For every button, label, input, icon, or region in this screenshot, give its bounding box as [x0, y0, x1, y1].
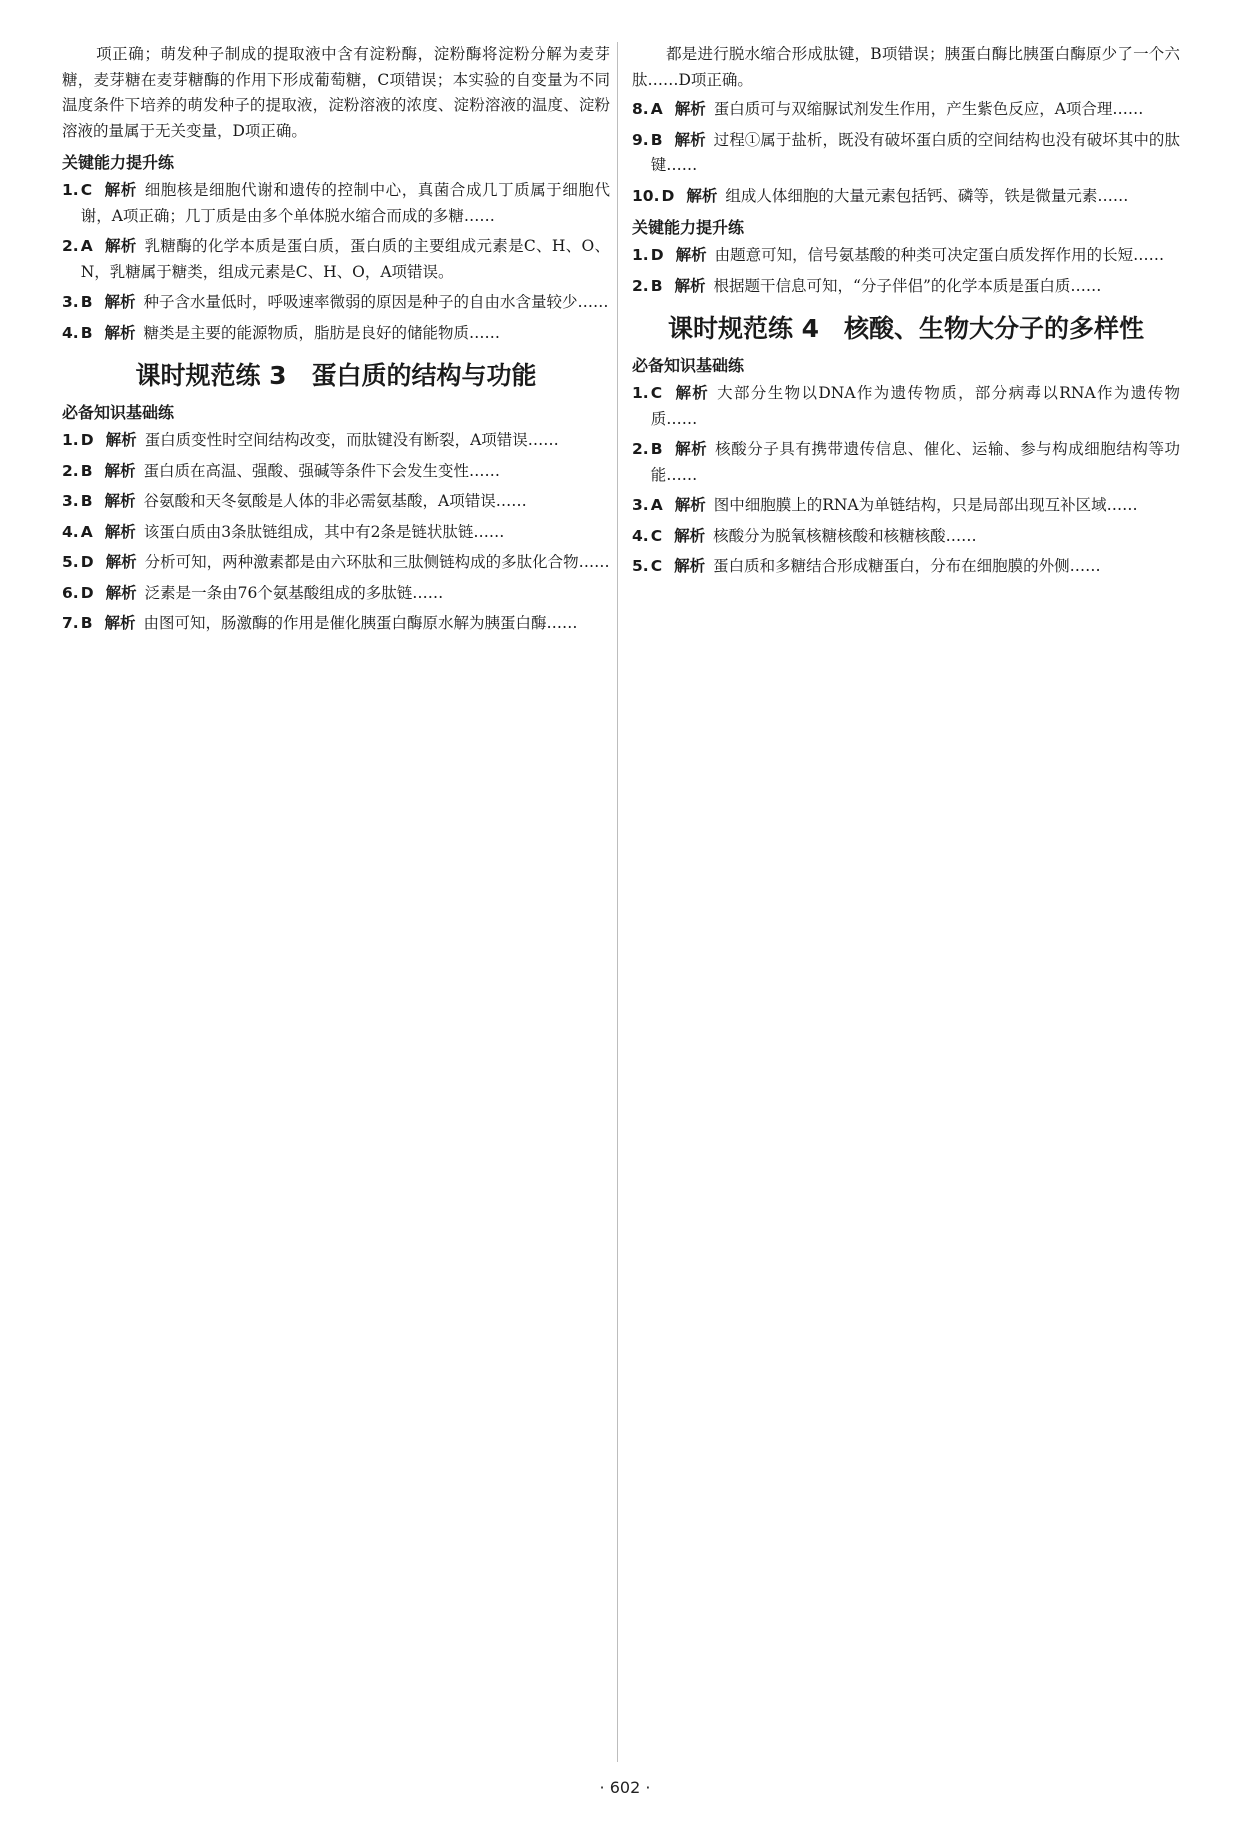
answer-letter: B: [80, 293, 93, 311]
answer-item: [62, 321, 610, 347]
analysis-label: 解析: [104, 614, 136, 632]
item-number: 8.: [632, 100, 649, 118]
item-number: 2.: [632, 440, 649, 458]
left-subheading-ability: 关键能力提升练: [62, 153, 175, 172]
analysis-label: 解析: [674, 440, 708, 458]
answer-item: [62, 428, 610, 454]
analysis-text: 泛素是一条由76个氨基酸组成的多肽链……: [144, 583, 444, 602]
item-number: 7.: [62, 614, 79, 632]
analysis-text: 由图可知，肠激酶的作用是催化胰蛋白酶原水解为胰蛋白酶……: [143, 614, 578, 632]
item-number: 4.: [62, 323, 79, 342]
answer-item: [62, 290, 610, 316]
item-number: 2.: [62, 237, 79, 255]
analysis-label: 解析: [674, 276, 706, 295]
item-number: 10.: [632, 186, 660, 205]
section-title-lesson-3: 课时规范练 3 蛋白质的结构与功能: [135, 361, 537, 390]
answer-item: [62, 489, 610, 515]
analysis-label: 解析: [674, 496, 706, 514]
analysis-label: 解析: [104, 522, 136, 541]
answer-letter: A: [650, 100, 663, 118]
answer-letter: A: [80, 522, 93, 541]
answer-letter: C: [650, 384, 663, 402]
answer-letter: B: [80, 461, 93, 480]
answer-letter: C: [650, 526, 663, 545]
analysis-label: 解析: [104, 181, 137, 199]
answer-letter: A: [650, 496, 663, 514]
answer-letter: D: [80, 431, 94, 449]
right-items-list: [632, 97, 1180, 209]
analysis-text: 蛋白质和多糖结合形成糖蛋白，分布在细胞膜的外侧……: [713, 557, 1101, 575]
analysis-text: 大部分生物以DNA作为遗传物质，部分病毒以RNA作为遗传物质……: [650, 384, 1180, 428]
analysis-label: 解析: [104, 323, 136, 342]
analysis-text: 该蛋白质由3条肽链组成，其中有2条是链状肽链……: [143, 522, 505, 541]
analysis-label: 解析: [104, 461, 136, 480]
item-number: 4.: [62, 522, 79, 541]
analysis-label: 解析: [686, 186, 718, 205]
left-continuation: 项正确；萌发种子制成的提取液中含有淀粉酶，淀粉酶将淀粉分解为麦芽糖，麦芽糖在麦芽糖酶的作用下形成葡萄糖，C项错误；本实验的自变量为不同温度条件下培养的萌发种子的提取液，淀粉溶液的浓度、淀粉溶液的温度、淀粉溶液的量属于无关变量，D项正确。: [62, 45, 610, 140]
answer-item: [62, 178, 610, 229]
answer-letter: D: [80, 583, 94, 602]
answer-item: [632, 524, 1180, 550]
answer-item: [632, 128, 1180, 179]
item-number: 2.: [632, 276, 649, 295]
analysis-text: 核酸分子具有携带遗传信息、催化、运输、参与构成细胞结构等功能……: [650, 440, 1180, 484]
answer-item: [62, 611, 610, 637]
answer-item: [62, 234, 610, 285]
answer-letter: D: [80, 553, 94, 571]
left-subheading-basic: 必备知识基础练: [62, 403, 175, 422]
analysis-label: 解析: [104, 492, 136, 510]
analysis-label: 解析: [674, 384, 710, 402]
analysis-label: 解析: [674, 526, 706, 545]
right-continuation: 都是进行脱水缩合形成肽键，B项错误；胰蛋白酶比胰蛋白酶原少了一个六肽……D项正确。: [632, 45, 1180, 89]
right-ability-list: [632, 243, 1180, 299]
analysis-text: 蛋白质可与双缩脲试剂发生作用，产生紫色反应，A项合理……: [713, 100, 1144, 118]
answer-letter: D: [650, 246, 664, 264]
analysis-label: 解析: [105, 583, 137, 602]
analysis-label: 解析: [674, 130, 706, 149]
item-number: 3.: [62, 293, 79, 311]
analysis-label: 解析: [105, 553, 137, 571]
answer-letter: B: [80, 492, 93, 510]
analysis-label: 解析: [674, 557, 706, 575]
left-ability-list: [62, 178, 610, 346]
item-number: 1.: [632, 384, 649, 402]
item-number: 2.: [62, 461, 79, 480]
answer-letter: B: [80, 323, 93, 342]
answer-item: [632, 437, 1180, 488]
item-number: 5.: [62, 553, 79, 571]
analysis-text: 糖类是主要的能源物质，脂肪是良好的储能物质……: [143, 323, 501, 342]
analysis-text: 过程①属于盐析，既没有破坏蛋白质的空间结构也没有破坏其中的肽键……: [650, 130, 1180, 174]
item-number: 6.: [62, 583, 79, 602]
answer-item: [62, 581, 610, 607]
answer-letter: B: [650, 130, 663, 149]
answer-item: [62, 459, 610, 485]
analysis-label: 解析: [104, 293, 136, 311]
item-number: 1.: [62, 181, 79, 199]
analysis-text: 蛋白质变性时空间结构改变，而肽键没有断裂，A项错误……: [144, 431, 559, 449]
analysis-text: 种子含水量低时，呼吸速率微弱的原因是种子的自由水含量较少……: [143, 293, 609, 311]
answer-item: [632, 184, 1180, 210]
answer-item: [62, 520, 610, 546]
answer-letter: B: [650, 440, 663, 458]
analysis-text: 细胞核是细胞代谢和遗传的控制中心，真菌合成几丁质属于细胞代谢，A项正确；几丁质是由多个单体脱水缩合而成的多糖……: [80, 181, 610, 225]
item-number: 3.: [632, 496, 649, 514]
item-number: 5.: [632, 557, 649, 575]
analysis-text: 由题意可知，信号氨基酸的种类可决定蛋白质发挥作用的长短……: [714, 246, 1165, 264]
answer-letter: B: [650, 276, 663, 295]
analysis-text: 组成人体细胞的大量元素包括钙、磷等，铁是微量元素……: [725, 186, 1129, 205]
answer-item: [632, 97, 1180, 123]
analysis-text: 谷氨酸和天冬氨酸是人体的非必需氨基酸，A项错误……: [143, 492, 527, 510]
answer-item: [632, 493, 1180, 519]
analysis-label: 解析: [674, 100, 706, 118]
analysis-text: 根据题干信息可知，“分子伴侣”的化学本质是蛋白质……: [713, 276, 1102, 295]
answer-letter: C: [80, 181, 93, 199]
item-number: 1.: [62, 431, 79, 449]
analysis-label: 解析: [105, 431, 137, 449]
answer-item: [62, 550, 610, 576]
analysis-text: 图中细胞膜上的RNA为单链结构，只是局部出现互补区域……: [713, 496, 1138, 514]
analysis-label: 解析: [104, 237, 137, 255]
item-number: 4.: [632, 526, 649, 545]
right-subheading-basic: 必备知识基础练: [632, 356, 745, 375]
analysis-text: 乳糖酶的化学本质是蛋白质，蛋白质的主要组成元素是C、H、O、N，乳糖属于糖类，组成元素是C、H、O，A项错误。: [80, 237, 610, 281]
item-number: 3.: [62, 492, 79, 510]
left-basic-list: [62, 428, 610, 637]
answer-item: [632, 554, 1180, 580]
answer-letter: D: [661, 186, 675, 205]
right-subheading-ability: 关键能力提升练: [632, 218, 745, 237]
section-title-lesson-4: 课时规范练 4 核酸、生物大分子的多样性: [667, 314, 1145, 343]
page-number: · 602 ·: [599, 1778, 651, 1797]
answer-item: [632, 381, 1180, 432]
right-column: [632, 42, 1180, 585]
answer-item: [632, 243, 1180, 269]
answer-letter: C: [650, 557, 663, 575]
answer-letter: B: [80, 614, 93, 632]
left-column: [62, 42, 610, 642]
item-number: 1.: [632, 246, 649, 264]
item-number: 9.: [632, 130, 649, 149]
analysis-text: 核酸分为脱氧核糖核酸和核糖核酸……: [713, 526, 977, 545]
analysis-text: 蛋白质在高温、强酸、强碱等条件下会发生变性……: [143, 461, 501, 480]
column-divider: [617, 42, 618, 1762]
right-basic-list: [632, 381, 1180, 580]
answer-item: [632, 274, 1180, 300]
analysis-label: 解析: [675, 246, 707, 264]
answer-letter: A: [80, 237, 93, 255]
analysis-text: 分析可知，两种激素都是由六环肽和三肽侧链构成的多肽化合物……: [144, 553, 610, 571]
